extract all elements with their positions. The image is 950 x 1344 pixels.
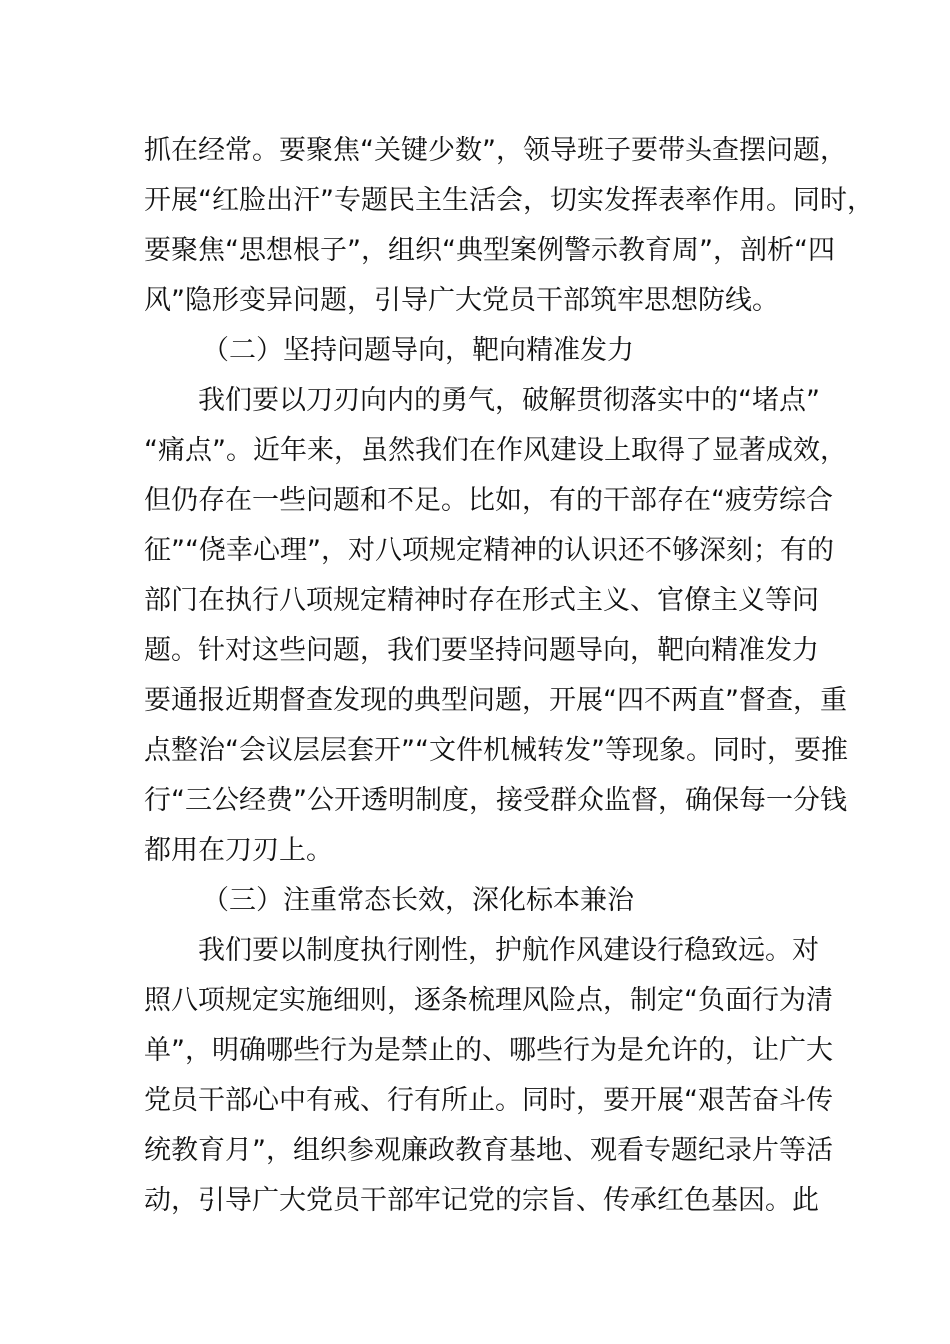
text-line: 单”，明确哪些行为是禁止的、哪些行为是允许的，让广大 — [144, 1035, 833, 1066]
text-line: 征”“侥幸心理”，对八项规定精神的认识还不够深刻；有的 — [144, 535, 834, 566]
text-line: 部门在执行八项规定精神时存在形式主义、官僚主义等问 — [144, 585, 819, 616]
text-line: 统教育月”，组织参观廉政教育基地、观看专题纪录片等活 — [144, 1135, 833, 1166]
text-line: 抓在经常。要聚焦“关键少数”，领导班子要带头查摆问题， — [144, 135, 847, 166]
text-line: 照八项规定实施细则，逐条梳理风险点，制定“负面行为清 — [144, 985, 833, 1016]
text-line: 要聚焦“思想根子”，组织“典型案例警示教育周”，剖析“四 — [144, 235, 835, 266]
section-heading-2: （二）坚持问题导向，靶向精准发力 — [202, 335, 634, 366]
text-line: 党员干部心中有戒、行有所止。同时，要开展“艰苦奋斗传 — [144, 1085, 833, 1116]
section-heading-3: （三）注重常态长效，深化标本兼治 — [202, 885, 634, 916]
text-line: 题。针对这些问题，我们要坚持问题导向，靶向精准发力 — [144, 635, 819, 666]
text-line: 风”隐形变异问题，引导广大党员干部筑牢思想防线。 — [144, 285, 779, 316]
text-line: 行“三公经费”公开透明制度，接受群众监督，确保每一分钱 — [144, 785, 847, 816]
document-body — [144, 126, 874, 1226]
paragraph-start: 我们要以刀刃向内的勇气，破解贯彻落实中的“堵点” — [198, 385, 820, 416]
text-line: 但仍存在一些问题和不足。比如，有的干部存在“疲劳综合 — [144, 485, 833, 516]
text-line: 点整治“会议层层套开”“文件机械转发”等现象。同时，要推 — [144, 735, 848, 766]
text-line: 都用在刀刃上。 — [144, 835, 333, 866]
text-line: 动，引导广大党员干部牢记党的宗旨、传承红色基因。此 — [144, 1185, 819, 1216]
paragraph-start: 我们要以制度执行刚性，护航作风建设行稳致远。对 — [198, 935, 819, 966]
text-line: “痛点”。近年来，虽然我们在作风建设上取得了显著成效， — [144, 435, 847, 466]
text-line: 要通报近期督查发现的典型问题，开展“四不两直”督查，重 — [144, 685, 847, 716]
text-line: 开展“红脸出汗”专题民主生活会，切实发挥表率作用。同时， — [144, 185, 874, 216]
